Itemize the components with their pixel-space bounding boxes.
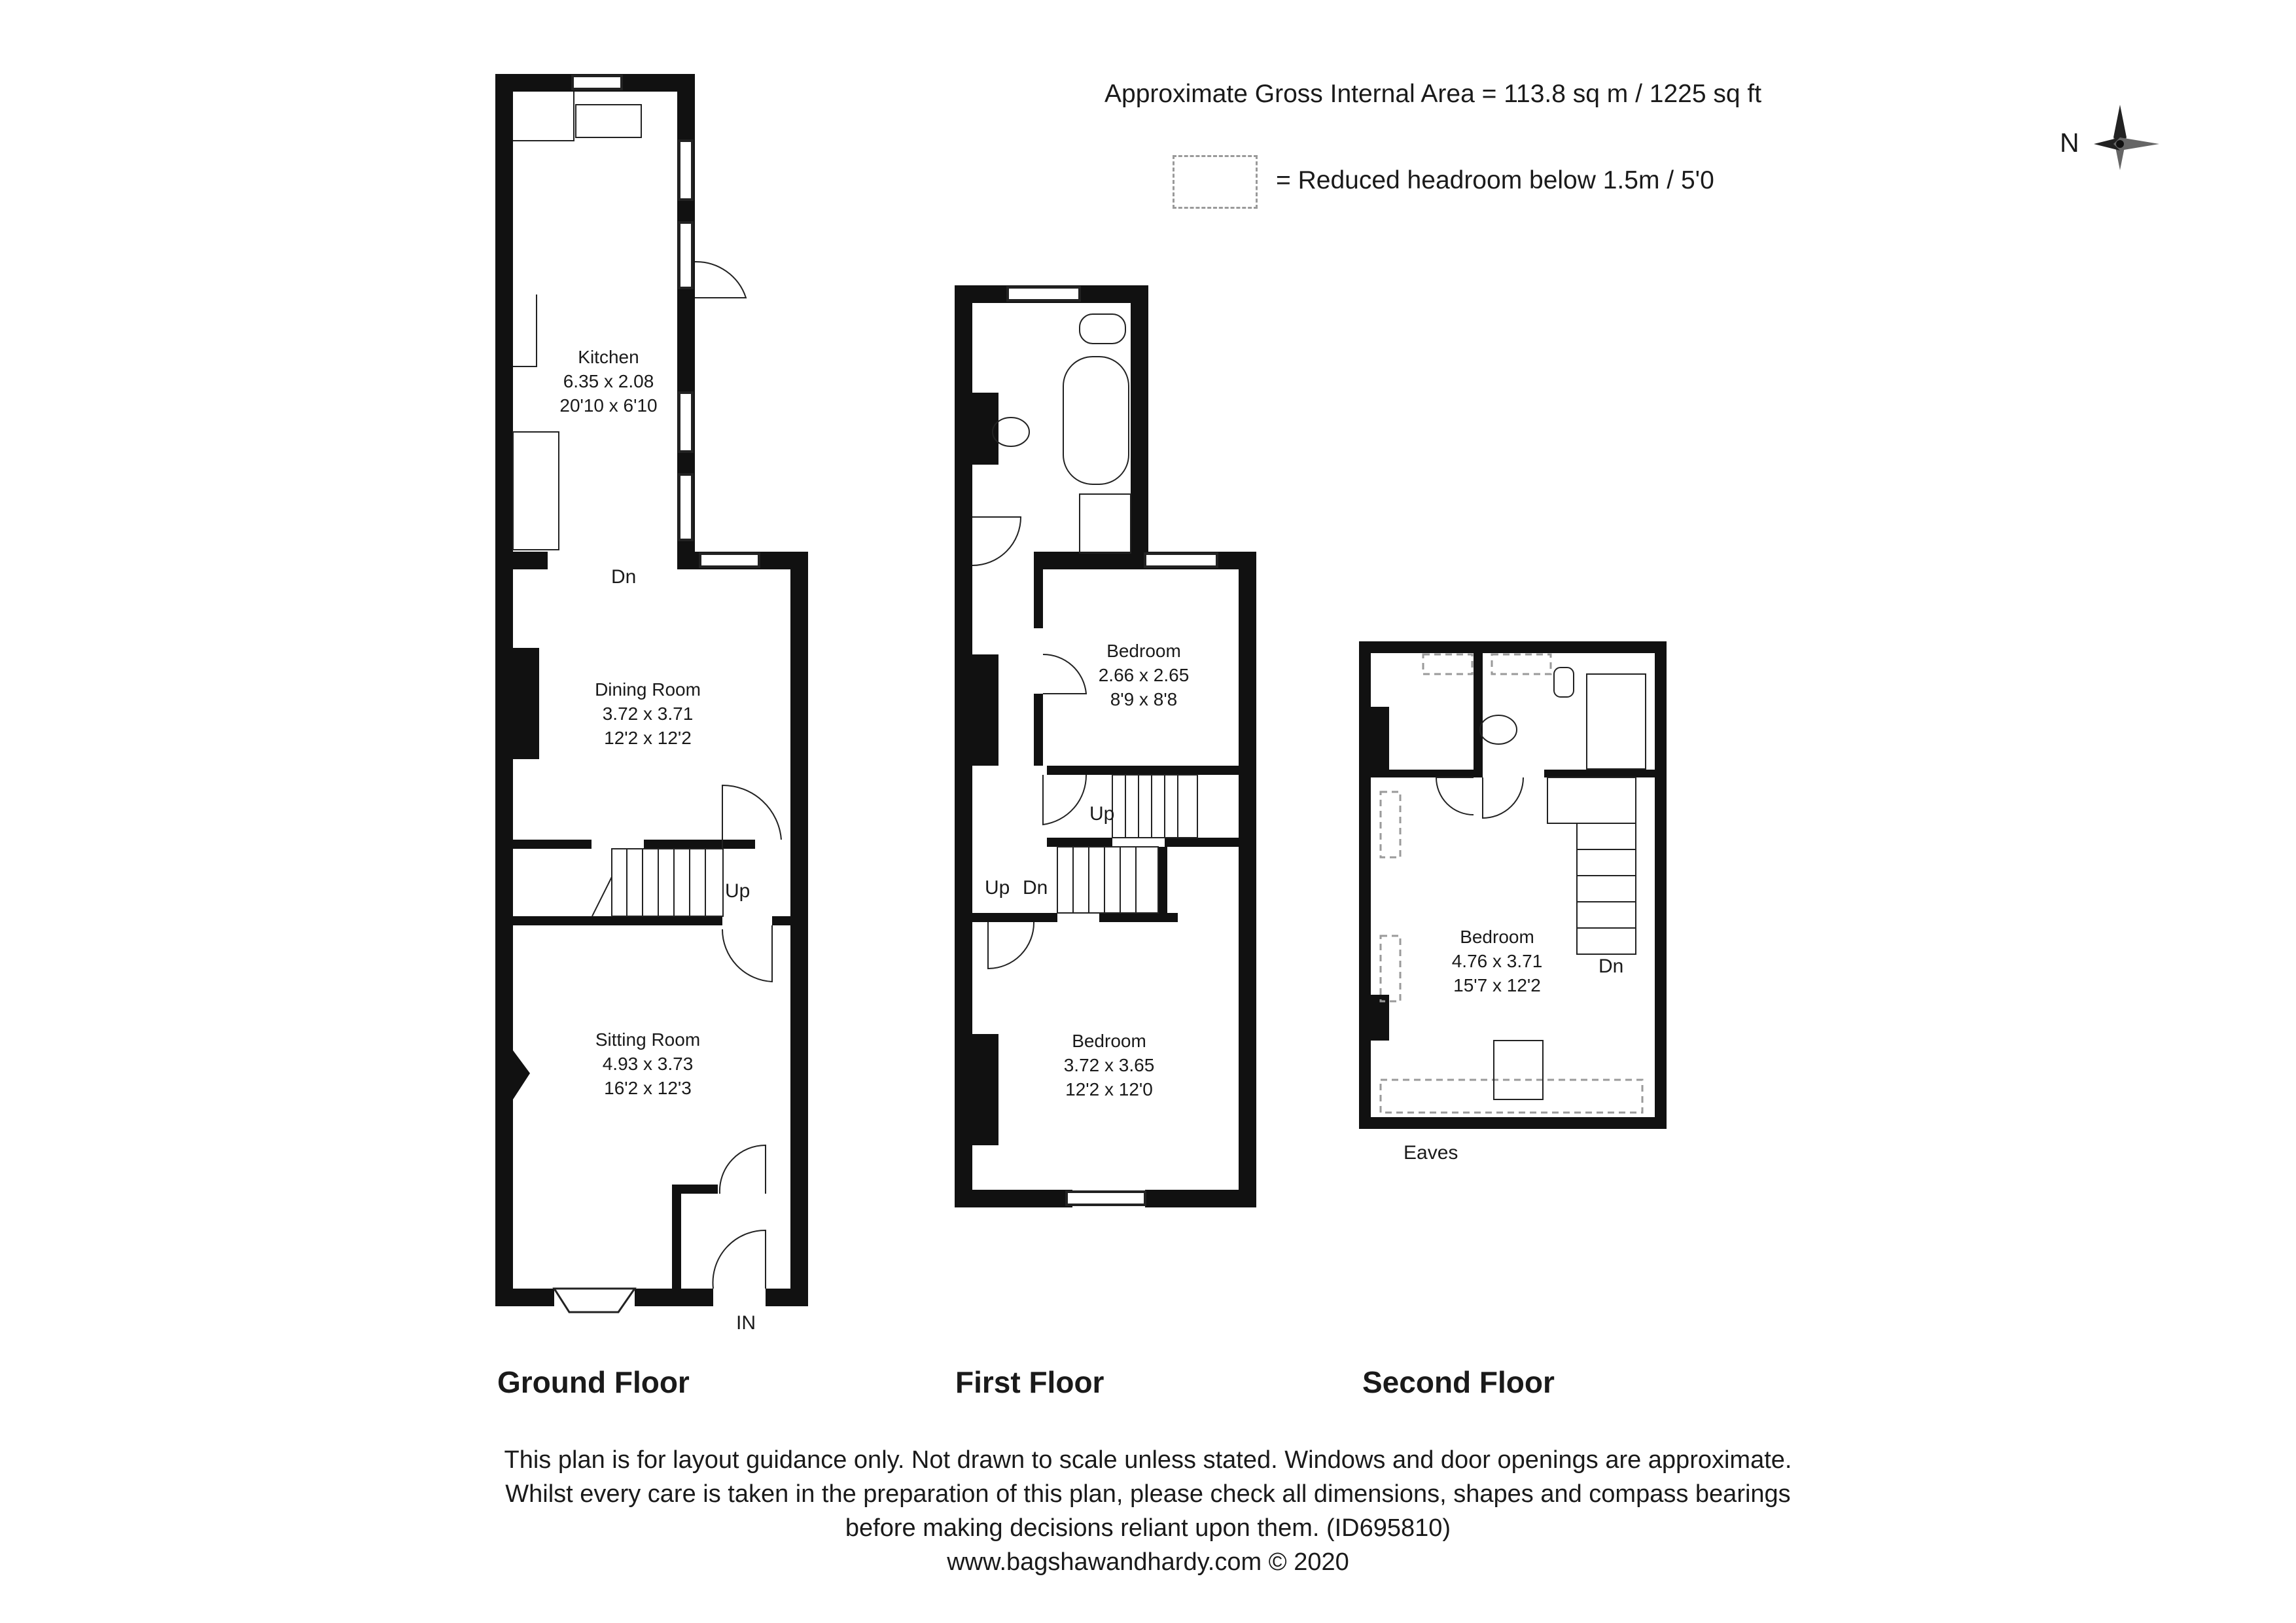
disclaimer-line-3: before making decisions reliant upon them. (ID695810): [845, 1514, 1451, 1542]
second-floor-title: Second Floor: [1362, 1365, 1555, 1399]
room-label-bedroom-large: Bedroom 3.72 x 3.65 12'2 x 12'0: [1063, 1031, 1155, 1099]
sink-icon: [576, 105, 641, 137]
bathroom-door-icon: [972, 517, 1021, 565]
second-dn-label: Dn: [1598, 955, 1624, 977]
kitchen-window: [573, 76, 622, 89]
compass-rose-icon: [2094, 105, 2159, 170]
disclaimer-line-2: Whilst every care is taken in the preparation of this plan, please check all dimensions, shapes and compass bearings: [505, 1480, 1791, 1508]
first-floor-title: First Floor: [955, 1365, 1104, 1399]
disclaimer-line-1: This plan is for layout guidance only. Not drawn to scale unless stated. Windows and door openings are approximate.: [504, 1446, 1792, 1474]
room-label-bedroom-small: Bedroom 2.66 x 2.65 8'9 x 8'8: [1098, 641, 1190, 709]
bath-icon: [1063, 357, 1129, 484]
first-up2-label: Up: [985, 877, 1010, 899]
room-label-loft-bedroom: Bedroom 4.76 x 3.71 15'7 x 12'2: [1451, 927, 1543, 995]
front-inner-door-icon: [720, 1145, 766, 1194]
bathroom-window: [1008, 287, 1080, 300]
ground-stairs: [592, 849, 723, 916]
room-label-kitchen: Kitchen 6.35 x 2.08 20'10 x 6'10: [559, 347, 658, 416]
reduced-headroom-zones: [1381, 654, 1642, 1113]
second-floor-plan: [1359, 641, 1667, 1129]
stair-door-icon: [722, 785, 781, 849]
landing-door-icon: [1043, 775, 1086, 825]
compass-north-label: N: [2060, 128, 2079, 158]
skylight: [1494, 1041, 1543, 1099]
gross-area-text: Approximate Gross Internal Area = 113.8 sq m / 1225 sq ft: [1104, 80, 1762, 108]
shower-icon: [1080, 494, 1131, 553]
bedroom2-door-icon: [988, 922, 1034, 969]
room-label-dining-room: Dining Room 3.72 x 3.71 12'2 x 12'2: [595, 679, 701, 748]
room-label-sitting-room: Sitting Room 4.93 x 3.73 16'2 x 12'3: [595, 1029, 701, 1098]
second-stairs: [1547, 777, 1636, 954]
second-floor-walls: [1359, 641, 1667, 1129]
kitchen-door-icon: [695, 262, 746, 298]
eaves-label: Eaves: [1404, 1142, 1458, 1164]
ground-up-label: Up: [725, 880, 751, 902]
first-up-label: Up: [1089, 803, 1115, 825]
first-dn-label: Dn: [1023, 877, 1048, 899]
ground-dn-label: Dn: [611, 566, 637, 588]
front-door-icon: [713, 1230, 766, 1289]
toilet-icon: [1080, 314, 1125, 344]
reduced-headroom-legend-swatch: [1173, 155, 1258, 209]
ground-floor-title: Ground Floor: [497, 1365, 690, 1399]
entrance-in-label: IN: [736, 1312, 756, 1334]
website-copyright: www.bagshawandhardy.com © 2020: [947, 1548, 1349, 1576]
bedroom-door-icon: [1043, 654, 1086, 694]
bay-window: [554, 1289, 635, 1312]
reduced-headroom-legend-text: = Reduced headroom below 1.5m / 5'0: [1276, 166, 1714, 194]
sitting-door-icon: [722, 925, 772, 982]
